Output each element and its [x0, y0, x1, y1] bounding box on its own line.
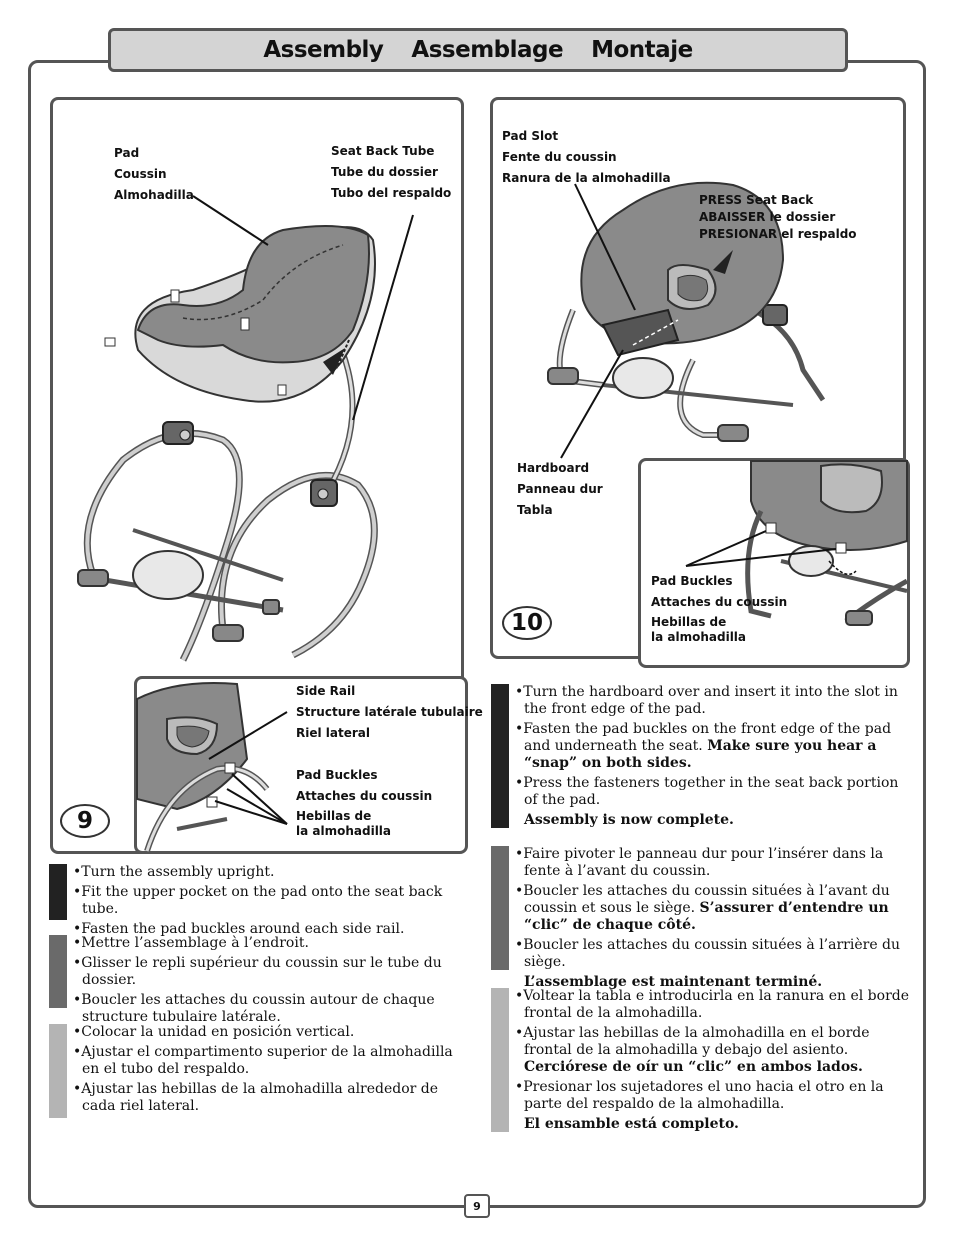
step-number-9: 9 — [60, 804, 110, 838]
label-pad-buckles-10: Pad Buckles Attaches du coussin Hebillas de la almohadilla — [651, 574, 788, 644]
label-seat-back-tube: Seat Back Tube Tube du dossier Tubo del respaldo — [331, 144, 452, 200]
label-pad: Pad Coussin Almohadilla — [114, 146, 194, 202]
title-en: Assembly — [263, 37, 384, 63]
label-pad-slot: Pad Slot Fente du coussin Ranura de la almohadilla — [502, 129, 671, 185]
page-number: 9 — [464, 1194, 490, 1218]
title-fr: Assemblage — [411, 37, 564, 63]
page-title — [108, 28, 848, 72]
label-side-rail: Side Rail Structure latérale tubulaire Riel lateral — [296, 684, 483, 740]
step-9-inset-illustration — [137, 679, 297, 851]
label-press-seat-back: PRESS Seat Back ABAISSER le dossier PRESIONAR el respaldo — [699, 193, 857, 241]
label-hardboard: Hardboard Panneau dur Tabla — [517, 461, 603, 517]
assembly-complete-es: El ensamble está completo. — [524, 1116, 739, 1132]
assembly-complete-en: Assembly is now complete. — [524, 812, 734, 828]
step-number-10: 10 — [502, 606, 552, 640]
assembly-complete-fr: L’assemblage est maintenant terminé. — [524, 974, 823, 990]
title-es: Montaje — [591, 37, 693, 63]
label-pad-buckles-9: Pad Buckles Attaches du coussin Hebillas de la almohadilla — [296, 768, 433, 838]
